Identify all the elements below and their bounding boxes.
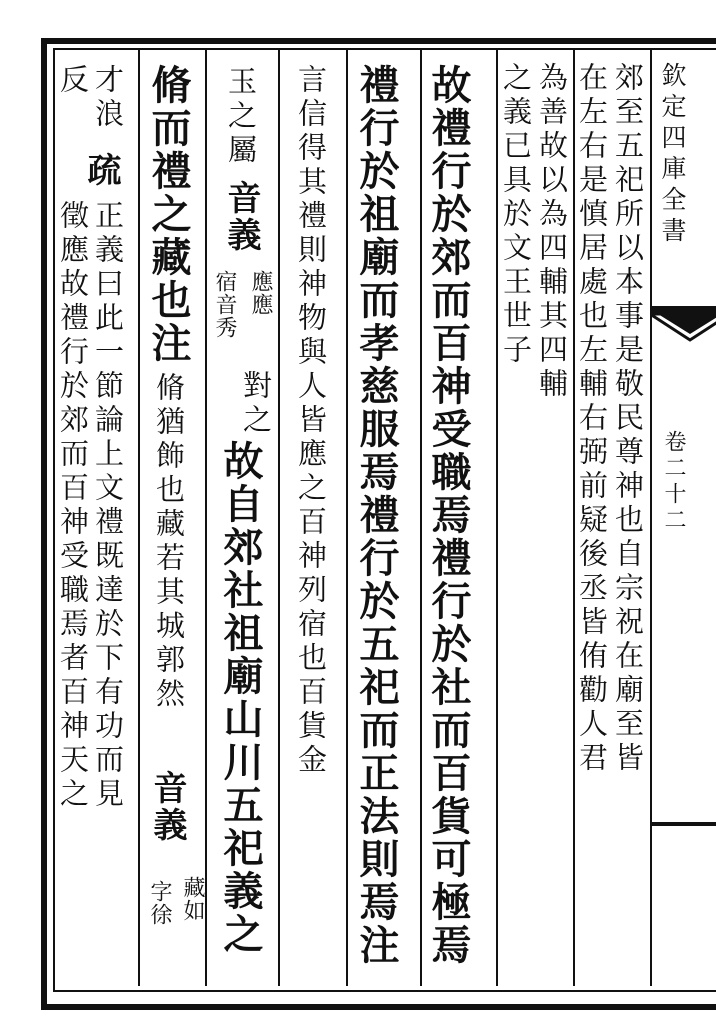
column-rule	[496, 50, 498, 986]
yinyi-label: 音義	[147, 770, 187, 844]
main-text-column: 禮行於祖廟而孝慈服焉禮行於五祀而正法則焉注	[353, 64, 400, 967]
interlinear-note: 應應	[248, 270, 273, 316]
text-column: 郊至五祀所以本事是敬民尊神也自宗祝在廟至皆	[611, 62, 645, 776]
text-column: 言信得其禮則神物與人皆應之百神列宿也百貨金	[294, 64, 328, 778]
main-text-column: 脩而禮之藏也注	[145, 64, 192, 365]
side-title: 欽定四庫全書	[658, 62, 687, 248]
text-column: 反	[56, 64, 90, 98]
text-column: 徵應故禮行於郊而百神受職焉者百神天之	[56, 200, 90, 812]
text-column: 在左右是慎居處也左輔右弼前疑後丞皆侑勸人君	[575, 62, 609, 776]
side-bottom-rule	[650, 822, 716, 826]
text-column: 對之	[239, 370, 273, 438]
column-rule	[650, 50, 652, 986]
shu-label: 疏	[81, 152, 121, 189]
column-rule	[205, 50, 207, 986]
interlinear-note: 藏如	[180, 876, 205, 922]
interlinear-note: 字徐	[147, 880, 172, 926]
text-column: 脩猶飾也藏若其城郭然	[152, 372, 186, 712]
column-rule	[420, 50, 422, 986]
main-text-column: 故禮行於郊而百神受職焉禮行於社而百貨可極焉	[425, 64, 472, 967]
column-rule	[278, 50, 280, 986]
interlinear-note: 宿音秀	[212, 270, 237, 339]
column-rule	[138, 50, 140, 986]
text-column: 玉之屬	[224, 66, 258, 168]
side-volume: 卷二十二	[661, 430, 686, 534]
fishtail-ornament	[650, 306, 716, 352]
text-column: 之義已具於文王世子	[499, 62, 533, 368]
yinyi-label: 音義	[221, 180, 261, 254]
text-column: 為善故以為四輔其四輔	[535, 62, 569, 402]
main-text-column: 故自郊社祖廟山川五祀義之	[217, 440, 264, 956]
column-rule	[346, 50, 348, 986]
text-column: 正義曰此一節論上文禮既達於下有功而見	[91, 200, 125, 812]
text-column: 才浪	[91, 64, 125, 132]
